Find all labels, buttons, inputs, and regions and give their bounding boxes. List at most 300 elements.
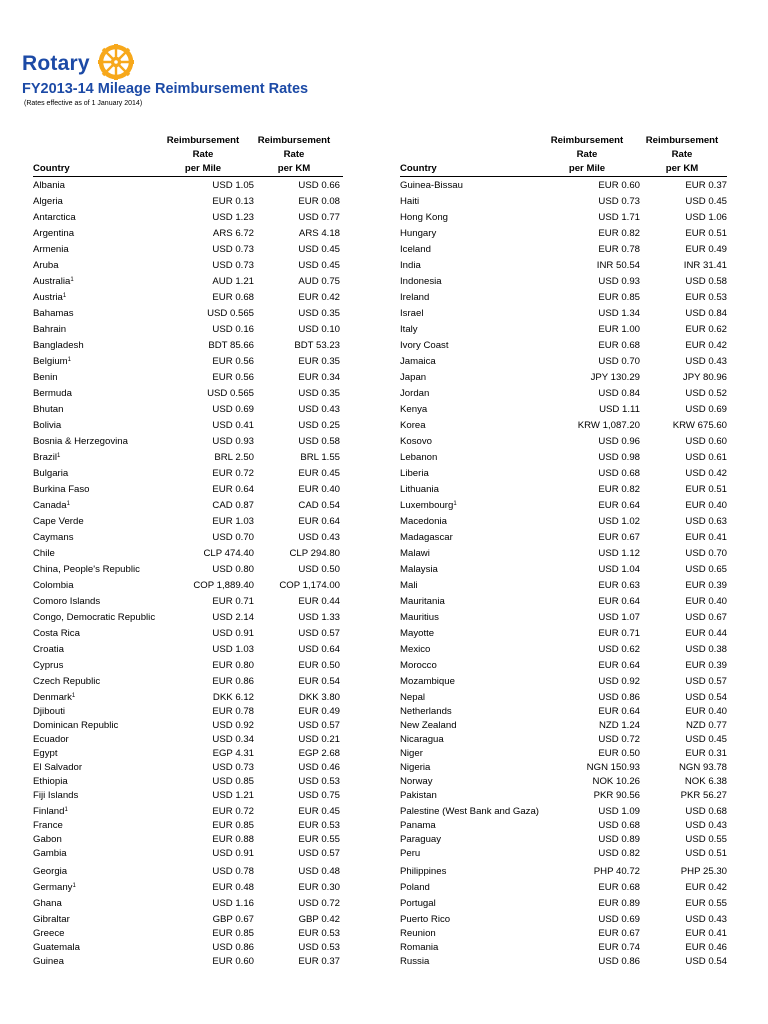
table-row [33,291,343,305]
rate-per-mile-cell: USD 1.11 [599,404,640,415]
rate-per-km-cell: USD 0.72 [298,898,340,909]
rate-per-mile-cell: COP 1,889.40 [193,580,254,591]
table-row [33,483,343,497]
table-row [400,483,727,497]
rate-per-km-cell: USD 0.54 [685,692,727,703]
rate-per-mile-cell: EUR 1.00 [598,324,640,335]
rate-per-km-cell: USD 0.61 [685,452,727,463]
table-row [400,747,727,761]
country-cell [33,881,76,895]
rate-per-km-cell: EUR 0.53 [685,292,727,303]
country-name: Netherlands [400,706,452,717]
country-cell [33,515,84,529]
table-row [33,941,343,955]
rate-per-mile-cell: EUR 0.85 [212,928,254,939]
rate-per-mile-cell: USD 1.23 [212,212,254,223]
rate-per-km-cell: EUR 0.39 [685,580,727,591]
country-cell [33,643,64,657]
country-cell [400,747,423,761]
country-name: Algeria [33,196,63,207]
footnote-marker: 1 [62,293,67,299]
rate-per-km-cell: EUR 0.44 [685,628,727,639]
country-name: Liberia [400,468,429,479]
country-name: Bosnia & Herzegovina [33,436,128,447]
country-cell [33,913,70,927]
rate-per-km-cell: INR 31.41 [683,260,727,271]
table-row [400,419,727,433]
rate-per-km-cell: USD 0.48 [298,866,340,877]
country-name: China, People's Republic [33,564,140,575]
country-name: Jordan [400,388,430,399]
rate-per-mile-cell: EUR 0.63 [598,580,640,591]
table-row [400,291,727,305]
rate-per-km-cell: USD 0.45 [685,734,727,745]
rate-per-mile-cell: USD 1.09 [598,806,640,817]
country-cell [400,339,449,353]
country-name: Korea [400,420,426,431]
rate-per-km-cell: EUR 0.44 [298,596,340,607]
rate-per-mile-cell: PKR 90.56 [593,790,640,801]
country-cell [400,291,429,305]
rate-per-mile-cell: EUR 0.82 [598,484,640,495]
country-cell [400,275,442,289]
country-name: Argentina [33,228,75,239]
country-name: India [400,260,421,271]
country-cell [33,195,63,209]
country-cell [33,819,63,833]
rate-per-km-cell: USD 0.53 [298,942,340,953]
table-row [33,195,343,209]
country-name: Bulgaria [33,468,69,479]
rate-per-km-cell: JPY 80.96 [682,372,727,383]
rate-per-km-cell: EUR 0.34 [298,372,340,383]
country-name: Bolivia [33,420,62,431]
country-name: Canada [33,500,67,511]
table-row [33,227,343,241]
header-country: Country [400,163,437,174]
rate-per-km-cell: USD 0.42 [685,468,727,479]
country-name: Portugal [400,898,436,909]
country-name: Chile [33,548,55,559]
rate-per-km-cell: USD 0.84 [685,308,727,319]
table-row [400,627,727,641]
country-name: Mozambique [400,676,455,687]
footnote-marker: 1 [67,357,72,363]
rate-per-mile-cell: EUR 0.64 [598,660,640,671]
footnote-marker: 1 [66,501,70,507]
rate-per-mile-cell: ARS 6.72 [212,228,254,239]
rates-table-left [33,134,343,967]
table-row [33,789,343,803]
rate-per-mile-cell: EUR 0.68 [598,882,640,893]
header-per-km: Reimbursement Rate per KM [257,135,331,174]
rate-per-km-cell: EUR 0.54 [298,676,340,687]
country-cell [33,371,58,385]
rate-per-mile-cell: EUR 0.71 [598,628,640,639]
country-name: Jamaica [400,356,436,367]
table-row [400,611,727,625]
rate-per-km-cell: EUR 0.37 [298,956,340,967]
country-cell [400,563,438,577]
country-name: Armenia [33,244,69,255]
country-name: Poland [400,882,430,893]
country-name: Bahrain [33,324,67,335]
country-cell [33,847,67,861]
rate-per-mile-cell: EUR 0.86 [212,676,254,687]
country-name: Gabon [33,834,62,845]
country-cell [33,595,100,609]
rate-per-km-cell: BDT 53.23 [294,340,340,351]
country-name: Iceland [400,244,431,255]
rate-per-mile-cell: GBP 0.67 [212,914,254,925]
rate-per-km-cell: COP 1,174.00 [279,580,340,591]
table-row [33,847,343,861]
country-name: Ethiopia [33,776,68,787]
country-name: Denmark [33,692,72,703]
table-row [33,881,343,895]
country-name: Gambia [33,848,67,859]
country-name: Australia [33,276,71,287]
rate-per-km-cell: USD 0.57 [298,628,340,639]
rate-per-km-cell: USD 0.68 [685,806,727,817]
rate-per-km-cell: NOK 6.38 [684,776,727,787]
country-name: Egypt [33,748,58,759]
rate-per-mile-cell: EUR 0.56 [212,372,254,383]
rate-per-km-cell: DKK 3.80 [298,692,340,703]
country-cell [400,355,436,369]
rate-per-km-cell: USD 0.45 [298,244,340,255]
rate-per-mile-cell: USD 0.62 [598,644,640,655]
table-row [400,833,727,847]
table-row [400,451,727,465]
country-name: El Salvador [33,762,83,773]
country-cell [400,719,457,733]
rate-per-mile-cell: USD 1.04 [598,564,640,575]
country-name: Reunion [400,928,436,939]
table-row [33,675,343,689]
table-row [33,805,343,819]
table-row [400,499,727,513]
country-cell [33,291,66,305]
country-name: Madagascar [400,532,453,543]
country-name: Ghana [33,898,62,909]
rate-per-mile-cell: EUR 0.60 [598,180,640,191]
rate-per-km-cell: USD 0.21 [298,734,340,745]
country-cell [33,627,80,641]
country-cell [400,579,418,593]
rate-per-mile-cell: USD 2.14 [212,612,254,623]
country-name: Albania [33,180,66,191]
rate-per-km-cell: USD 0.75 [298,790,340,801]
country-name: Kosovo [400,436,432,447]
country-name: Comoro Islands [33,596,101,607]
country-cell [400,211,448,225]
country-name: Luxembourg [400,500,454,511]
table-row [33,579,343,593]
country-name: Germany [33,882,73,893]
rate-per-km-cell: EUR 0.37 [685,180,727,191]
rate-per-mile-cell: EUR 0.68 [598,340,640,351]
rate-per-mile-cell: USD 0.78 [212,866,254,877]
page-subtitle: (Rates effective as of 1 January 2014) [24,100,143,107]
country-cell [33,499,70,513]
table-row [33,819,343,833]
rate-per-mile-cell: USD 1.07 [598,612,640,623]
table-row [33,307,343,321]
footnote-marker: 1 [72,883,76,889]
table-row [33,627,343,641]
country-cell [400,515,447,529]
country-cell [33,941,80,955]
country-name: Philippines [400,866,447,877]
rate-per-mile-cell: USD 0.91 [212,848,254,859]
country-name: Puerto Rico [400,914,451,925]
rate-per-km-cell: EUR 0.08 [298,196,340,207]
rate-per-mile-cell: USD 0.69 [212,404,254,415]
country-cell [400,865,446,879]
rate-per-mile-cell: EUR 0.78 [598,244,640,255]
rate-per-mile-cell: USD 0.86 [598,692,640,703]
rate-per-km-cell: EGP 2.68 [298,748,340,759]
table-row [33,451,343,465]
country-cell [400,611,439,625]
table-row [33,761,343,775]
table-row [33,467,343,481]
country-cell [33,275,74,289]
country-name: Finland [33,806,65,817]
country-cell [33,259,59,273]
rate-per-mile-cell: USD 0.85 [212,776,254,787]
country-name: Austria [33,292,63,303]
table-row [33,747,343,761]
table-row [33,515,343,529]
rate-per-km-cell: USD 1.33 [298,612,340,623]
rate-per-km-cell: NGN 93.78 [679,762,727,773]
country-cell [33,761,82,775]
rate-per-km-cell: EUR 0.30 [298,882,340,893]
rate-per-km-cell: USD 0.57 [298,848,340,859]
rate-per-mile-cell: EUR 0.68 [212,292,254,303]
country-cell [33,955,64,969]
country-name: Costa Rica [33,628,80,639]
rate-per-km-cell: USD 0.43 [298,404,340,415]
rate-per-km-cell: USD 0.45 [685,196,727,207]
table-row [400,307,727,321]
rate-per-km-cell: EUR 0.62 [685,324,727,335]
rate-per-mile-cell: USD 0.98 [598,452,640,463]
table-row [400,243,727,257]
country-cell [33,547,55,561]
rate-per-mile-cell: USD 1.21 [212,790,254,801]
rate-per-mile-cell: USD 1.34 [598,308,640,319]
rate-per-km-cell: USD 1.06 [685,212,727,223]
rate-per-km-cell: USD 0.43 [298,532,340,543]
table-row [33,775,343,789]
rate-per-mile-cell: EUR 0.72 [212,468,254,479]
rate-per-mile-cell: USD 1.02 [598,516,640,527]
country-cell [400,913,450,927]
country-name: Israel [400,308,424,319]
table-row [400,387,727,401]
country-name: Kenya [400,404,428,415]
page-title: FY2013-14 Mileage Reimbursement Rates [22,81,309,97]
rate-per-mile-cell: USD 0.84 [598,388,640,399]
rate-per-km-cell: USD 0.35 [298,388,340,399]
country-cell [33,691,75,705]
country-cell [400,833,441,847]
country-name: Greece [33,928,65,939]
table-row [33,733,343,747]
country-name: Belgium [33,356,68,367]
rate-per-mile-cell: BRL 2.50 [214,452,254,463]
table-row [400,789,727,803]
table-row [400,805,727,819]
country-name: Palestine (West Bank and Gaza) [400,806,540,817]
rate-per-mile-cell: EUR 0.64 [212,484,254,495]
country-cell [400,499,457,513]
header-per-km: Reimbursement Rate per KM [645,135,719,174]
country-cell [33,927,64,941]
country-cell [33,243,69,257]
rate-per-km-cell: USD 0.35 [298,308,340,319]
rate-per-mile-cell: USD 0.93 [598,276,640,287]
country-cell [400,179,463,193]
table-row [400,211,727,225]
rate-per-km-cell: USD 0.43 [685,820,727,831]
country-cell [33,897,62,911]
rate-per-km-cell: GBP 0.42 [298,914,340,925]
country-name: Macedonia [400,516,447,527]
rate-per-mile-cell: CLP 474.40 [203,548,254,559]
table-row [400,733,727,747]
table-row [400,927,727,941]
country-cell [33,705,65,719]
country-name: Lithuania [400,484,439,495]
rate-per-km-cell: EUR 0.45 [298,468,340,479]
country-cell [400,451,437,465]
country-cell [400,387,429,401]
country-name: Norway [400,776,433,787]
country-cell [33,747,58,761]
country-cell [33,865,67,879]
table-row [33,595,343,609]
country-name: Haiti [400,196,420,207]
country-cell [400,955,429,969]
rate-per-km-cell: EUR 0.40 [685,500,727,511]
country-cell [33,531,74,545]
table-row [400,775,727,789]
country-cell [400,595,445,609]
rate-per-km-cell: USD 0.43 [685,356,727,367]
table-row [33,955,343,969]
table-row [400,913,727,927]
rate-per-km-cell: USD 0.53 [298,776,340,787]
table-row [400,691,727,705]
country-cell [400,323,418,337]
country-name: Niger [400,748,423,759]
table-row [33,339,343,353]
country-name: Mayotte [400,628,435,639]
rate-per-mile-cell: EUR 0.13 [212,196,254,207]
country-cell [400,227,436,241]
table-row [400,259,727,273]
rate-per-km-cell: EUR 0.40 [298,484,340,495]
rate-per-km-cell: USD 0.54 [685,956,727,967]
country-name: Bangladesh [33,340,84,351]
table-row [400,435,727,449]
country-name: Georgia [33,866,68,877]
table-row [33,243,343,257]
rate-per-mile-cell: USD 0.80 [212,564,254,575]
country-name: Malaysia [400,564,438,575]
rate-per-km-cell: USD 0.43 [685,914,727,925]
country-name: Mexico [400,644,431,655]
table-row [400,323,727,337]
rate-per-km-cell: EUR 0.42 [685,340,727,351]
rate-per-km-cell: EUR 0.53 [298,820,340,831]
table-row [400,865,727,879]
country-name: Italy [400,324,418,335]
rate-per-km-cell: USD 0.58 [298,436,340,447]
country-name: Benin [33,372,58,383]
rate-per-mile-cell: CAD 0.87 [212,500,254,511]
header-per-mile: Reimbursement Rate per Mile [166,135,240,174]
table-row [400,179,727,193]
rate-per-mile-cell: EUR 0.50 [598,748,640,759]
country-name: Ireland [400,292,430,303]
country-name: Czech Republic [33,676,101,687]
rate-per-km-cell: EUR 0.39 [685,660,727,671]
rate-per-mile-cell: EUR 0.85 [598,292,640,303]
rate-per-km-cell: USD 0.58 [685,276,727,287]
country-cell [33,805,68,819]
table-row [400,705,727,719]
country-name: Nigeria [400,762,431,773]
rate-per-km-cell: USD 0.69 [685,404,727,415]
country-name: Pakistan [400,790,437,801]
country-name: Fiji Islands [33,790,79,801]
rate-per-km-cell: EUR 0.51 [685,228,727,239]
rate-per-mile-cell: AUD 1.21 [212,276,254,287]
rate-per-km-cell: USD 0.65 [685,564,727,575]
country-cell [33,323,66,337]
rate-per-mile-cell: USD 0.69 [598,914,640,925]
country-cell [33,659,63,673]
rate-per-mile-cell: EUR 0.78 [212,706,254,717]
country-cell [400,243,431,257]
rate-per-mile-cell: EUR 0.72 [212,806,254,817]
footnote-marker: 1 [64,807,68,813]
table-row [400,881,727,895]
table-row [33,371,343,385]
country-cell [400,403,427,417]
rate-per-mile-cell: NGN 150.93 [586,762,640,773]
rate-per-mile-cell: EUR 0.88 [212,834,254,845]
rate-per-mile-cell: JPY 130.29 [590,372,640,383]
country-cell [33,387,72,401]
table-row [33,259,343,273]
country-cell [400,531,453,545]
table-row [33,355,343,369]
rate-per-mile-cell: USD 1.05 [212,180,254,191]
rate-per-mile-cell: EUR 1.03 [212,516,254,527]
country-name: Mauritius [400,612,439,623]
rate-per-km-cell: USD 0.67 [685,612,727,623]
rate-per-km-cell: EUR 0.49 [298,706,340,717]
country-name: Mali [400,580,418,591]
rate-per-km-cell: USD 0.63 [685,516,727,527]
table-row [400,955,727,969]
